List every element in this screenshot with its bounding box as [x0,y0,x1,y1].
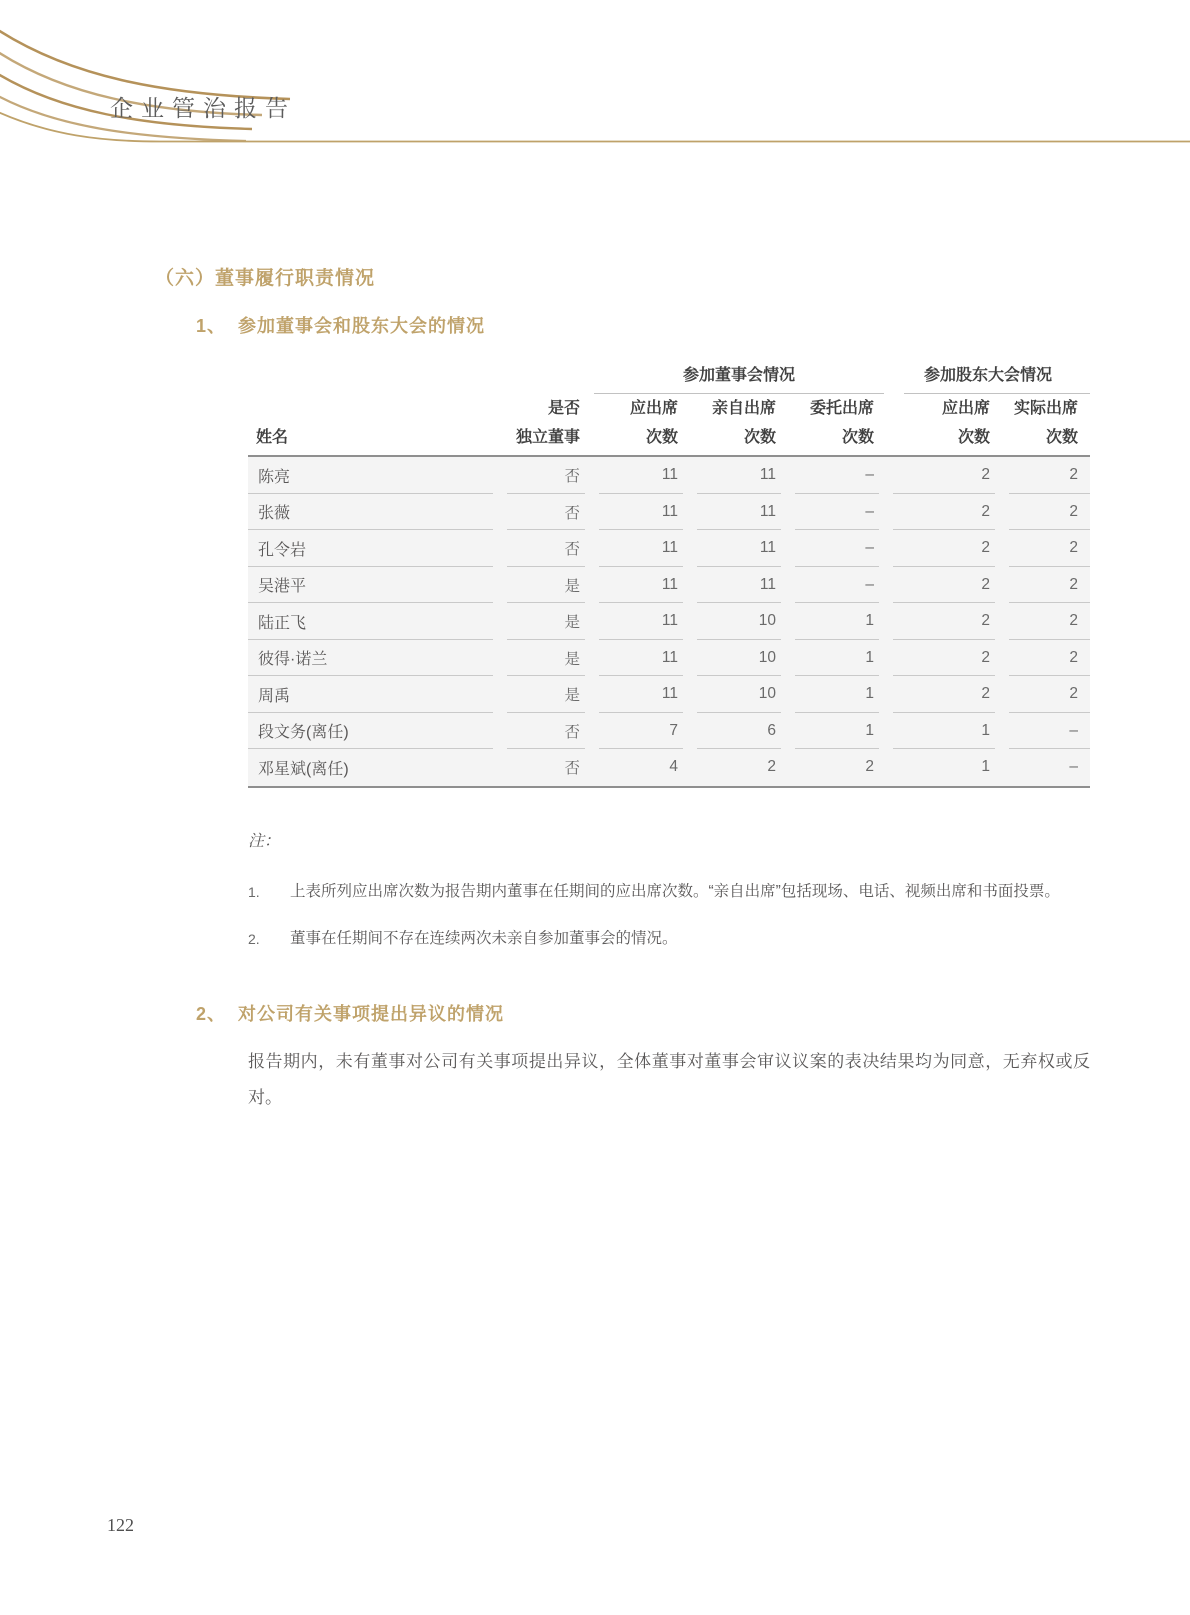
cell-sh-required: 2 [886,567,1002,604]
table-row [248,603,1090,640]
cell-board-person: 10 [690,640,788,677]
group-header-board-meetings: 参加董事会情况 [592,362,886,394]
table-row [248,530,1090,567]
subsection-1-number: 1、 [196,316,227,336]
cell-board-person: 11 [690,530,788,567]
table-notes [248,828,1090,971]
cell-board-person: 11 [690,494,788,531]
note-item-1 [248,877,1090,907]
col-header-board-proxy: 委托出席 次数 [809,400,874,446]
cell-sh-required: 2 [886,457,1002,494]
cell-name: 彼得·诺兰 [248,640,500,677]
cell-board-proxy: – [788,567,886,604]
cell-board-required: 11 [592,676,690,713]
subsection-1-title: 参加董事会和股东大会的情况 [238,316,485,336]
cell-board-required: 11 [592,494,690,531]
cell-board-person: 6 [690,713,788,750]
cell-board-person: 10 [690,676,788,713]
table-row [248,457,1090,494]
cell-sh-actual: 2 [1002,603,1090,640]
cell-board-proxy: 1 [788,603,886,640]
cell-independent: 否 [500,713,592,750]
col-header-sh-actual: 实际出席 次数 [1013,400,1078,446]
cell-independent: 是 [500,567,592,604]
cell-independent: 否 [500,457,592,494]
cell-independent: 否 [500,530,592,567]
note-number: 1. [248,884,260,900]
group-header-shareholder-meetings: 参加股东大会情况 [886,362,1090,394]
cell-independent: 是 [500,640,592,677]
note-text: 董事在任期间不存在连续两次未亲自参加董事会的情况。 [290,930,678,947]
cell-name: 吴港平 [248,567,500,604]
cell-board-proxy: 1 [788,676,886,713]
table-body [248,455,1090,788]
table-group-header-row [248,352,1090,394]
table-column-header-row [248,394,1090,455]
cell-sh-actual: 2 [1002,457,1090,494]
cell-board-required: 11 [592,567,690,604]
table-row [248,567,1090,604]
cell-board-required: 11 [592,603,690,640]
cell-independent: 是 [500,676,592,713]
cell-sh-required: 2 [886,676,1002,713]
cell-sh-actual: – [1002,713,1090,750]
cell-board-required: 11 [592,640,690,677]
subsection-2-number: 2、 [196,1004,227,1024]
notes-label: 注： [248,833,281,850]
gold-swoosh-logo [0,0,1190,150]
col-header-sh-required: 应出席 次数 [941,400,990,446]
cell-name: 张薇 [248,494,500,531]
table-row [248,749,1090,786]
cell-board-required: 7 [592,713,690,750]
table-row [248,713,1090,750]
page-number: 122 [107,1515,134,1535]
cell-board-proxy: 2 [865,758,874,776]
note-item-2 [248,924,1090,954]
table-row [248,640,1090,677]
section-6-title: （六）董事履行职责情况 [155,268,376,289]
note-number: 2. [248,931,260,947]
col-header-name: 姓名 [256,429,289,446]
table-row [248,494,1090,531]
cell-board-proxy: 1 [788,640,886,677]
cell-board-required: 11 [592,457,690,494]
cell-board-person: 10 [690,603,788,640]
cell-independent: 是 [500,603,592,640]
cell-sh-actual: – [1069,758,1078,776]
cell-sh-required: 1 [981,758,990,776]
cell-board-proxy: – [788,494,886,531]
cell-name: 陈亮 [248,457,500,494]
cell-board-required: 4 [669,758,678,776]
cell-board-person: 11 [690,457,788,494]
cell-board-person: 11 [690,567,788,604]
cell-sh-required: 2 [886,603,1002,640]
report-header-title: 企业管治报告 [110,96,296,121]
col-header-board-in-person: 亲自出席 次数 [711,400,776,446]
cell-sh-actual: 2 [1002,530,1090,567]
cell-name: 段文务(离任) [248,713,500,750]
cell-board-proxy: – [788,530,886,567]
cell-name: 孔令岩 [248,530,500,567]
subsection-2-heading [196,1000,504,1026]
note-text: 上表所列应出席次数为报告期内董事在任期间的应出席次数。“亲自出席”包括现场、电话、视频出席和书面投票。 [290,883,1060,900]
subsection-2-title: 对公司有关事项提出异议的情况 [238,1004,504,1024]
cell-sh-actual: 2 [1002,567,1090,604]
cell-sh-actual: 2 [1002,494,1090,531]
col-header-board-required: 应出席 次数 [629,400,678,446]
cell-board-proxy: 1 [788,713,886,750]
cell-board-person: 2 [767,758,776,776]
cell-board-proxy: – [788,457,886,494]
cell-sh-actual: 2 [1002,640,1090,677]
cell-independent: 否 [500,494,592,531]
subsection-1-heading [196,312,485,338]
cell-sh-required: 2 [886,640,1002,677]
cell-name: 邓星斌(离任) [258,760,349,778]
cell-name: 周禹 [248,676,500,713]
cell-board-required: 11 [592,530,690,567]
cell-independent: 否 [564,760,580,778]
cell-sh-required: 2 [886,530,1002,567]
cell-sh-required: 1 [886,713,1002,750]
attendance-table [248,352,1090,788]
cell-sh-actual: 2 [1002,676,1090,713]
col-header-independent: 是否 独立董事 [515,400,580,446]
cell-name: 陆正飞 [248,603,500,640]
table-row [248,676,1090,713]
cell-sh-required: 2 [886,494,1002,531]
subsection-2-paragraph: 报告期内，未有董事对公司有关事项提出异议，全体董事对董事会审议议案的表决结果均为同意，无弃权或反对。 [248,1052,1090,1107]
